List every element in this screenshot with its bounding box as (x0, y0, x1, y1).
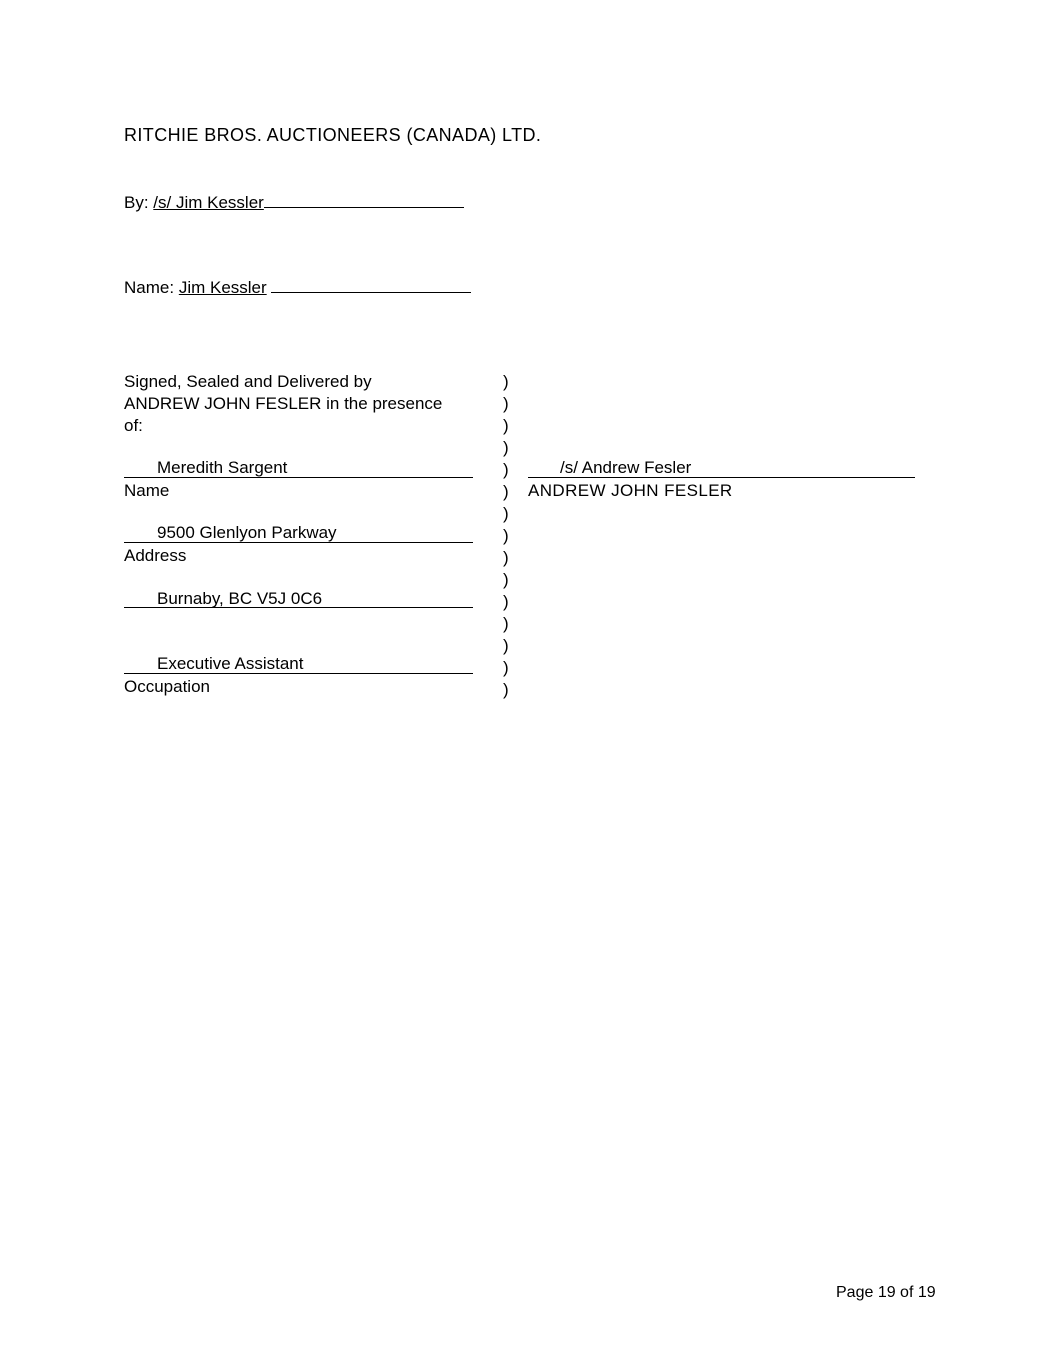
occupation-rule (124, 673, 473, 674)
witness-name: Meredith Sargent (157, 458, 288, 477)
paren: ) (503, 548, 509, 567)
paren: ) (503, 394, 509, 413)
address-line-2-rule (124, 607, 473, 608)
witness-occupation: Executive Assistant (157, 654, 304, 673)
paren: ) (503, 614, 509, 633)
paren: ) (503, 372, 509, 391)
name-label: Name: (124, 278, 175, 297)
paren: ) (503, 592, 509, 611)
signatory-signature: /s/ Andrew Fesler (560, 458, 692, 477)
signatory-signature-line (528, 477, 915, 478)
witness-address-line-1: 9500 Glenlyon Parkway (157, 523, 337, 542)
paren: ) (503, 526, 509, 545)
name-line (124, 276, 471, 298)
by-signature: /s/ Jim Kessler (153, 193, 264, 212)
paren-column (503, 371, 509, 701)
paren: ) (503, 460, 509, 479)
witness-address-line-2: Burnaby, BC V5J 0C6 (157, 589, 323, 608)
paren: ) (503, 416, 509, 435)
signatory-name: ANDREW JOHN FESLER (528, 481, 733, 500)
paren: ) (503, 636, 509, 655)
name-signature-line (271, 276, 471, 293)
witness-name-line (124, 477, 473, 478)
paren: ) (503, 570, 509, 589)
witness-name-label: Name (124, 481, 170, 500)
occupation-label: Occupation (124, 677, 210, 696)
witness-heading-line-2: ANDREW JOHN FESLER in the presence (124, 394, 443, 413)
paren: ) (503, 504, 509, 523)
by-line (124, 191, 464, 213)
paren: ) (503, 680, 509, 699)
company-name: RITCHIE BROS. AUCTIONEERS (CANADA) LTD. (124, 125, 542, 145)
witness-heading-line-1: Signed, Sealed and Delivered by (124, 372, 372, 391)
address-label: Address (124, 546, 187, 565)
witness-heading (124, 371, 442, 437)
page-number: Page 19 of 19 (836, 1284, 936, 1301)
paren: ) (503, 482, 509, 501)
name-value: Jim Kessler (178, 278, 267, 297)
by-signature-line (264, 191, 464, 208)
by-label: By: (124, 193, 149, 212)
address-line-1-rule (124, 542, 473, 543)
witness-heading-line-3: of: (124, 416, 143, 435)
paren: ) (503, 658, 509, 677)
paren: ) (503, 438, 509, 457)
